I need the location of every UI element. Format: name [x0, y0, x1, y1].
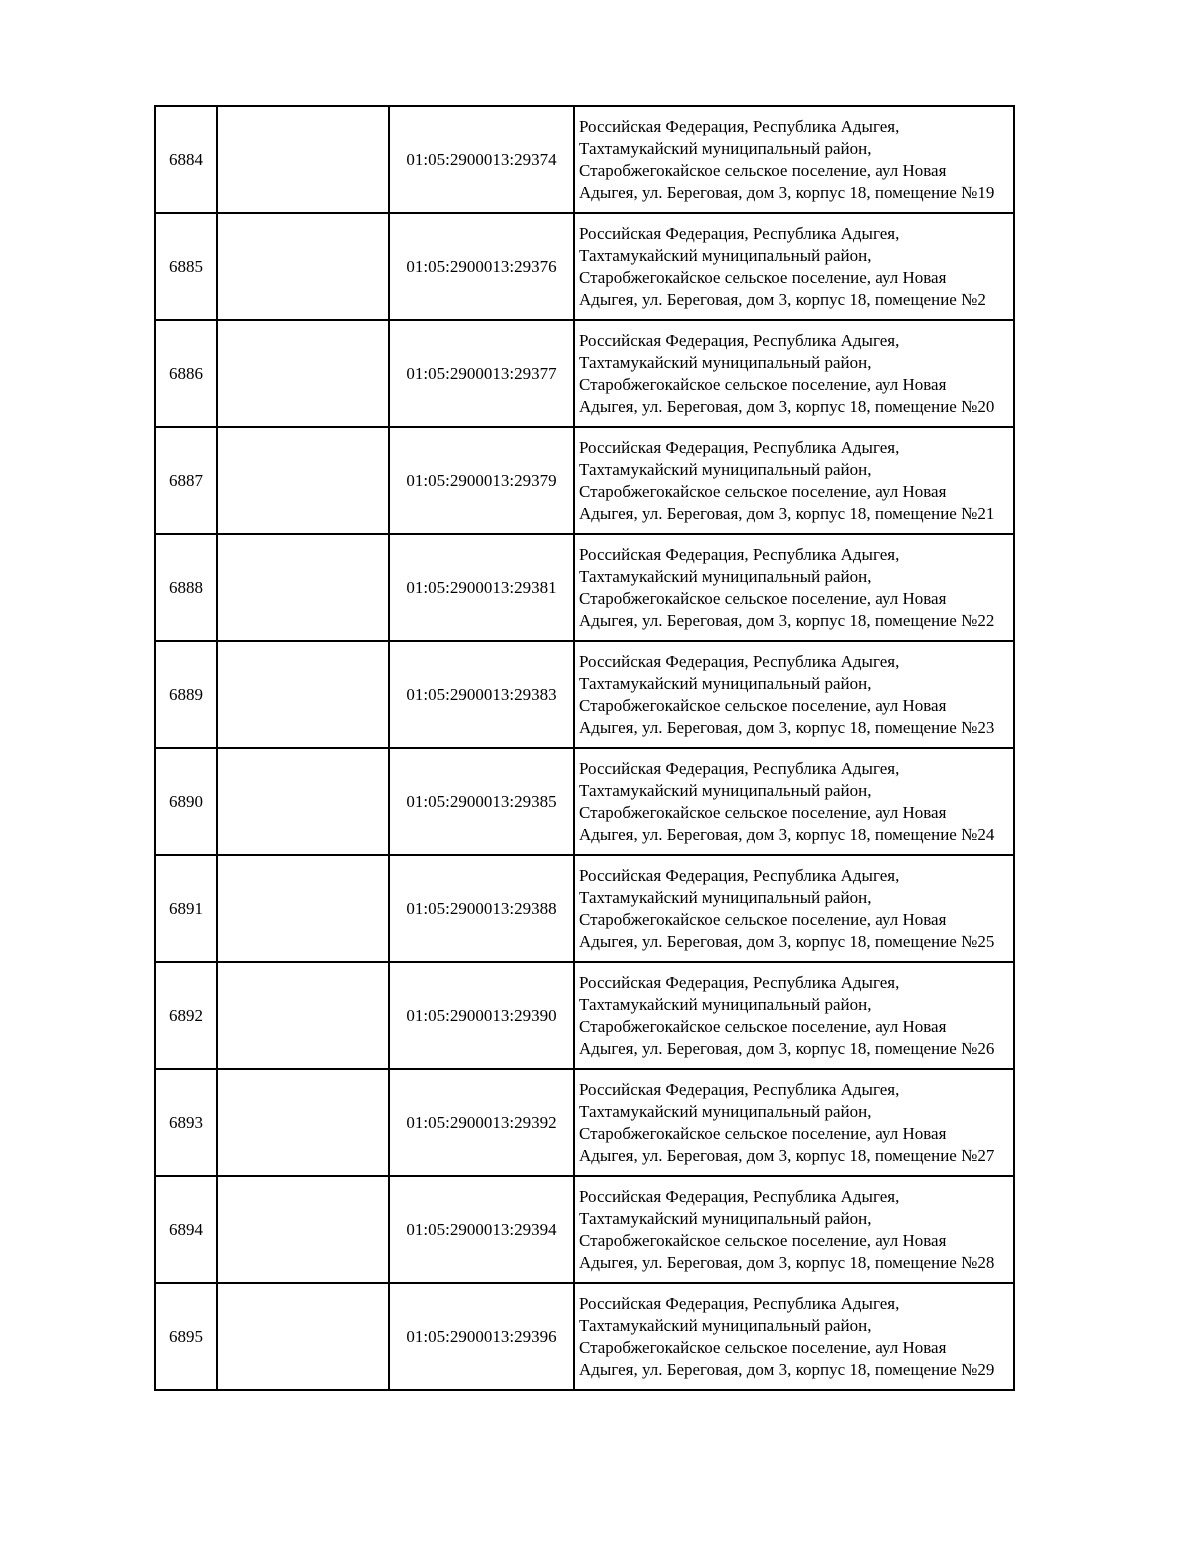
- address-line: Адыгея, ул. Береговая, дом 3, корпус 18, помещение №19: [579, 182, 995, 202]
- address-cell: [574, 1176, 1014, 1283]
- table-row: [155, 534, 1014, 641]
- address-line: Российская Федерация, Республика Адыгея,: [579, 1293, 900, 1313]
- address-line: Адыгея, ул. Береговая, дом 3, корпус 18, помещение №21: [579, 503, 995, 523]
- address-line: Старобжегокайское сельское поселение, аул Новая: [579, 802, 947, 822]
- address-line: Тахтамукайский муниципальный район,: [579, 673, 872, 693]
- address-cell: [574, 962, 1014, 1069]
- cadastral-number-cell: 01:05:2900013:29388: [389, 855, 574, 962]
- empty-cell: [217, 534, 389, 641]
- address-line: Адыгея, ул. Береговая, дом 3, корпус 18, помещение №26: [579, 1038, 995, 1058]
- address-cell: [574, 641, 1014, 748]
- table-row: [155, 748, 1014, 855]
- address-cell: [574, 855, 1014, 962]
- address-line: Тахтамукайский муниципальный район,: [579, 1101, 872, 1121]
- address-line: Адыгея, ул. Береговая, дом 3, корпус 18, помещение №20: [579, 396, 995, 416]
- address-line: Старобжегокайское сельское поселение, аул Новая: [579, 267, 947, 287]
- empty-cell: [217, 106, 389, 213]
- cadastral-number-cell: 01:05:2900013:29396: [389, 1283, 574, 1390]
- address-line: Адыгея, ул. Береговая, дом 3, корпус 18, помещение №29: [579, 1359, 995, 1379]
- table-row: [155, 1069, 1014, 1176]
- row-number-cell: 6894: [155, 1176, 217, 1283]
- address-line: Старобжегокайское сельское поселение, аул Новая: [579, 160, 947, 180]
- address-cell: [574, 1069, 1014, 1176]
- address-cell: [574, 427, 1014, 534]
- empty-cell: [217, 748, 389, 855]
- empty-cell: [217, 962, 389, 1069]
- cadastral-number-cell: 01:05:2900013:29383: [389, 641, 574, 748]
- address-line: Тахтамукайский муниципальный район,: [579, 566, 872, 586]
- address-cell: [574, 213, 1014, 320]
- address-line: Адыгея, ул. Береговая, дом 3, корпус 18, помещение №25: [579, 931, 995, 951]
- address-line: Старобжегокайское сельское поселение, аул Новая: [579, 1123, 947, 1143]
- address-cell: [574, 534, 1014, 641]
- address-line: Российская Федерация, Республика Адыгея,: [579, 544, 900, 564]
- empty-cell: [217, 1283, 389, 1390]
- address-cell: [574, 748, 1014, 855]
- empty-cell: [217, 855, 389, 962]
- address-line: Старобжегокайское сельское поселение, аул Новая: [579, 588, 947, 608]
- table-row: [155, 320, 1014, 427]
- table-row: [155, 106, 1014, 213]
- empty-cell: [217, 641, 389, 748]
- row-number-cell: 6891: [155, 855, 217, 962]
- address-line: Российская Федерация, Республика Адыгея,: [579, 1079, 900, 1099]
- address-line: Российская Федерация, Республика Адыгея,: [579, 223, 900, 243]
- row-number-cell: 6884: [155, 106, 217, 213]
- row-number-cell: 6889: [155, 641, 217, 748]
- address-line: Старобжегокайское сельское поселение, аул Новая: [579, 695, 947, 715]
- table-row: [155, 962, 1014, 1069]
- address-line: Старобжегокайское сельское поселение, аул Новая: [579, 481, 947, 501]
- cadastral-number-cell: 01:05:2900013:29394: [389, 1176, 574, 1283]
- address-line: Тахтамукайский муниципальный район,: [579, 245, 872, 265]
- cadastral-number-cell: 01:05:2900013:29390: [389, 962, 574, 1069]
- address-line: Адыгея, ул. Береговая, дом 3, корпус 18, помещение №27: [579, 1145, 995, 1165]
- address-line: Тахтамукайский муниципальный район,: [579, 352, 872, 372]
- address-line: Старобжегокайское сельское поселение, аул Новая: [579, 374, 947, 394]
- address-line: Старобжегокайское сельское поселение, аул Новая: [579, 1230, 947, 1250]
- address-line: Российская Федерация, Республика Адыгея,: [579, 116, 900, 136]
- address-line: Адыгея, ул. Береговая, дом 3, корпус 18, помещение №28: [579, 1252, 995, 1272]
- empty-cell: [217, 1069, 389, 1176]
- address-line: Адыгея, ул. Береговая, дом 3, корпус 18, помещение №2: [579, 289, 986, 309]
- registry-table: [154, 105, 1015, 1391]
- row-number-cell: 6893: [155, 1069, 217, 1176]
- address-line: Тахтамукайский муниципальный район,: [579, 1315, 872, 1335]
- cadastral-number-cell: 01:05:2900013:29374: [389, 106, 574, 213]
- address-line: Российская Федерация, Республика Адыгея,: [579, 758, 900, 778]
- cadastral-number-cell: 01:05:2900013:29392: [389, 1069, 574, 1176]
- address-line: Российская Федерация, Республика Адыгея,: [579, 1186, 900, 1206]
- address-line: Тахтамукайский муниципальный район,: [579, 138, 872, 158]
- address-line: Адыгея, ул. Береговая, дом 3, корпус 18, помещение №24: [579, 824, 995, 844]
- address-line: Российская Федерация, Республика Адыгея,: [579, 330, 900, 350]
- address-line: Тахтамукайский муниципальный район,: [579, 780, 872, 800]
- address-line: Тахтамукайский муниципальный район,: [579, 887, 872, 907]
- address-line: Старобжегокайское сельское поселение, аул Новая: [579, 1337, 947, 1357]
- cadastral-number-cell: 01:05:2900013:29377: [389, 320, 574, 427]
- address-line: Российская Федерация, Республика Адыгея,: [579, 651, 900, 671]
- address-line: Российская Федерация, Республика Адыгея,: [579, 865, 900, 885]
- empty-cell: [217, 320, 389, 427]
- cadastral-number-cell: 01:05:2900013:29385: [389, 748, 574, 855]
- table-row: [155, 1176, 1014, 1283]
- address-cell: [574, 320, 1014, 427]
- address-line: Российская Федерация, Республика Адыгея,: [579, 437, 900, 457]
- address-cell: [574, 106, 1014, 213]
- cadastral-number-cell: 01:05:2900013:29376: [389, 213, 574, 320]
- cadastral-number-cell: 01:05:2900013:29381: [389, 534, 574, 641]
- row-number-cell: 6890: [155, 748, 217, 855]
- row-number-cell: 6888: [155, 534, 217, 641]
- empty-cell: [217, 213, 389, 320]
- table-row: [155, 855, 1014, 962]
- row-number-cell: 6895: [155, 1283, 217, 1390]
- registry-table-body: [155, 106, 1014, 1390]
- row-number-cell: 6885: [155, 213, 217, 320]
- address-line: Адыгея, ул. Береговая, дом 3, корпус 18, помещение №23: [579, 717, 995, 737]
- address-line: Адыгея, ул. Береговая, дом 3, корпус 18, помещение №22: [579, 610, 995, 630]
- address-line: Старобжегокайское сельское поселение, аул Новая: [579, 1016, 947, 1036]
- address-line: Российская Федерация, Республика Адыгея,: [579, 972, 900, 992]
- cadastral-number-cell: 01:05:2900013:29379: [389, 427, 574, 534]
- row-number-cell: 6892: [155, 962, 217, 1069]
- address-cell: [574, 1283, 1014, 1390]
- address-line: Старобжегокайское сельское поселение, аул Новая: [579, 909, 947, 929]
- address-line: Тахтамукайский муниципальный район,: [579, 459, 872, 479]
- empty-cell: [217, 1176, 389, 1283]
- address-line: Тахтамукайский муниципальный район,: [579, 994, 872, 1014]
- table-row: [155, 213, 1014, 320]
- row-number-cell: 6887: [155, 427, 217, 534]
- empty-cell: [217, 427, 389, 534]
- row-number-cell: 6886: [155, 320, 217, 427]
- address-line: Тахтамукайский муниципальный район,: [579, 1208, 872, 1228]
- table-row: [155, 427, 1014, 534]
- table-row: [155, 1283, 1014, 1390]
- table-row: [155, 641, 1014, 748]
